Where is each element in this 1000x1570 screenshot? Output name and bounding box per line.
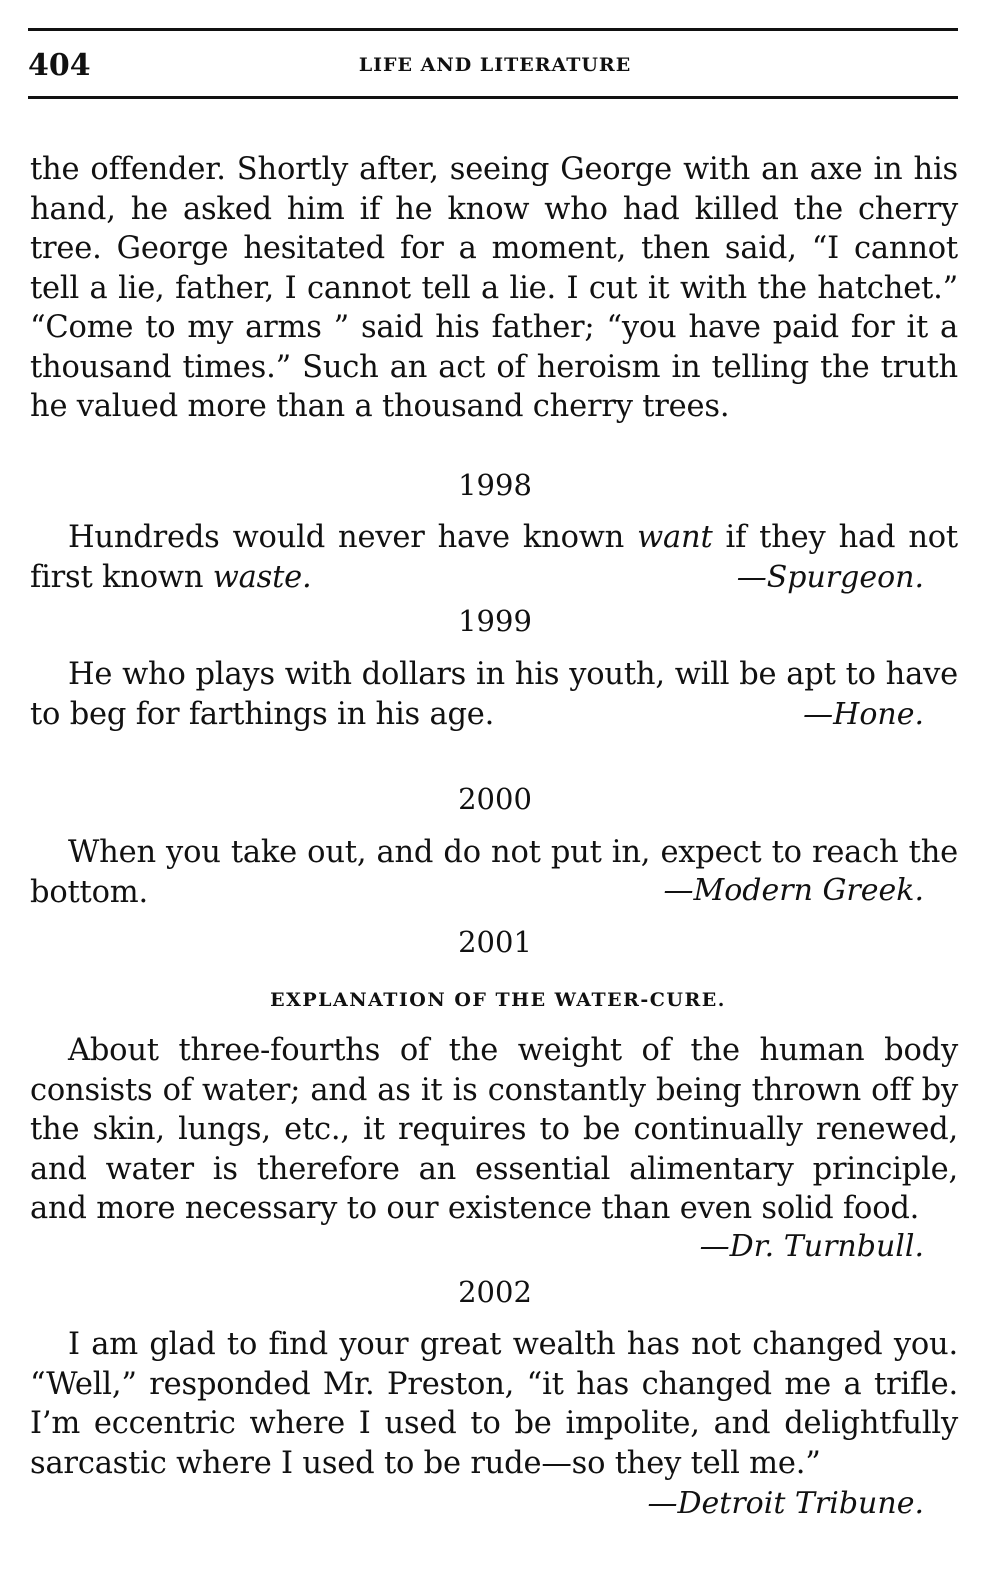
header-top-rule xyxy=(28,28,958,31)
section-heading-water-cure: EXPLANATION OF THE WATER-CURE. xyxy=(270,989,726,1011)
attribution-modern-greek: —Modern Greek. xyxy=(663,873,924,908)
header-bottom-rule xyxy=(28,96,958,99)
attribution-hone: —Hone. xyxy=(803,697,924,732)
page-number: 404 xyxy=(28,48,91,83)
attribution-spurgeon: —Spurgeon. xyxy=(736,560,924,595)
entry-text-2000: When you take out, and do not put in, expect to reach the bottom. xyxy=(30,835,958,910)
entry-number-1998: 1998 xyxy=(458,468,532,502)
attribution-detroit-tribune: —Detroit Tribune. xyxy=(647,1486,924,1521)
entry-number-1999: 1999 xyxy=(458,604,532,638)
entry-text-1999: He who plays with dollars in his youth, will be apt to have to beg for farthings in his age. xyxy=(30,657,958,732)
attribution-dr-turnbull: —Dr. Turnbull. xyxy=(699,1229,924,1264)
entry-number-2002: 2002 xyxy=(458,1275,532,1309)
entry-number-2000: 2000 xyxy=(458,782,532,816)
entry-number-2001: 2001 xyxy=(458,925,532,959)
continuation-paragraph: the offender. Shortly after, seeing George with an axe in his hand, he asked him if he know who had killed the cherry tree. George hesitated for a moment, then said, “I cannot tell a lie, father, I cannot tell a lie. I cut it with the hatchet.” “Come to my arms ” said his father; “you have paid for it a thousand times.” Such an act of heroism in telling the truth he valued more than a thousand cherry trees. xyxy=(30,152,958,424)
entry-text-2001: About three-fourths of the weight of the human body consists of water; and as it is constantly being thrown off by the skin, lungs, etc., it requires to be continually renewed, and water is therefore an essential alimentary principle, and more necessary to our existence than even solid food. xyxy=(30,1033,958,1226)
entry-text-1998: Hundreds would never have known want if they had not first known waste. xyxy=(30,520,958,595)
entry-text-2002: I am glad to find your great wealth has not changed you. “Well,” responded Mr. Preston, “it has changed me a trifle. I’m eccentric where I used to be impolite, and delightfully sarcastic where I used to be rude—so they tell me.” xyxy=(30,1327,958,1481)
running-head: LIFE AND LITERATURE xyxy=(358,54,632,76)
